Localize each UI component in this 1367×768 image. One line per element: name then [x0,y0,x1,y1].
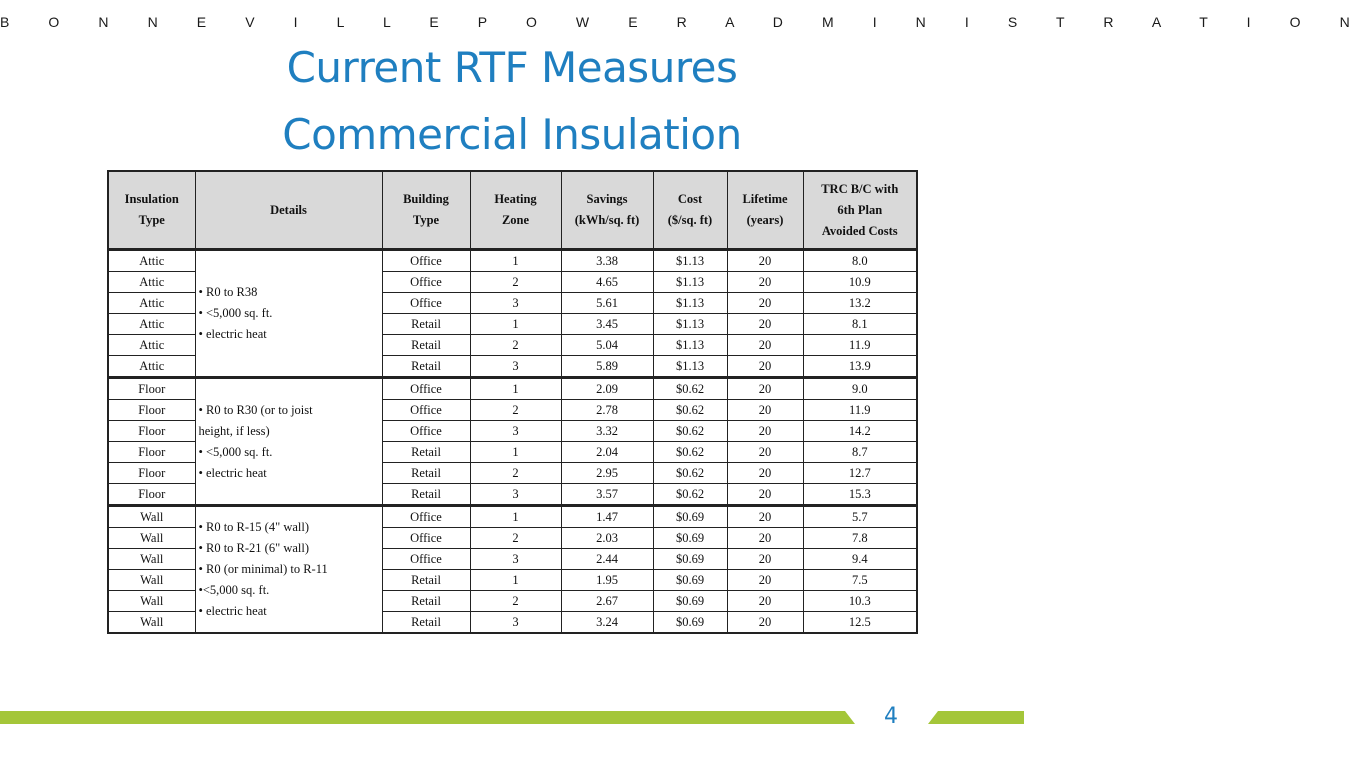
cell-insulation-type: Attic [108,293,195,314]
cell-trc: 12.7 [803,463,917,484]
cell-building-type: Retail [382,612,470,634]
cell-heating-zone: 3 [470,612,561,634]
cell-savings: 1.47 [561,506,653,528]
cell-cost: $0.69 [653,506,727,528]
cell-lifetime: 20 [727,484,803,506]
cell-lifetime: 20 [727,549,803,570]
cell-trc: 13.2 [803,293,917,314]
cell-insulation-type: Wall [108,591,195,612]
details-line: • R0 to R-21 (6" wall) [198,541,310,555]
footer-accent-bar-right [928,711,1024,724]
cell-cost: $0.69 [653,528,727,549]
cell-trc: 11.9 [803,335,917,356]
cell-heating-zone: 2 [470,335,561,356]
cell-lifetime: 20 [727,378,803,400]
cell-building-type: Retail [382,314,470,335]
cell-lifetime: 20 [727,293,803,314]
cell-savings: 2.04 [561,442,653,463]
cell-cost: $1.13 [653,293,727,314]
cell-insulation-type: Floor [108,400,195,421]
cell-trc: 9.0 [803,378,917,400]
details-line: • R0 (or minimal) to R-11 [198,562,328,576]
cell-insulation-type: Wall [108,506,195,528]
cell-details [195,506,382,634]
details-line: • electric heat [198,465,267,480]
cell-insulation-type: Floor [108,421,195,442]
cell-lifetime: 20 [727,463,803,484]
cell-building-type: Retail [382,570,470,591]
details-line: •<5,000 sq. ft. [198,583,270,597]
cell-heating-zone: 3 [470,293,561,314]
cell-trc: 12.5 [803,612,917,634]
col-details: Details [195,171,382,250]
cell-insulation-type: Attic [108,250,195,272]
cell-insulation-type: Floor [108,442,195,463]
table-row [108,378,917,400]
footer-accent-bar-left [0,711,855,724]
cell-trc: 11.9 [803,400,917,421]
cell-heating-zone: 1 [470,250,561,272]
cell-savings: 5.61 [561,293,653,314]
cell-heating-zone: 3 [470,549,561,570]
cell-cost: $0.69 [653,549,727,570]
details-line: • <5,000 sq. ft. [198,444,273,459]
cell-savings: 5.04 [561,335,653,356]
cell-heating-zone: 1 [470,314,561,335]
cell-insulation-type: Floor [108,484,195,506]
cell-building-type: Office [382,378,470,400]
cell-lifetime: 20 [727,250,803,272]
cell-building-type: Office [382,549,470,570]
cell-savings: 2.67 [561,591,653,612]
cell-insulation-type: Attic [108,314,195,335]
cell-insulation-type: Wall [108,570,195,591]
cell-cost: $1.13 [653,250,727,272]
cell-insulation-type: Floor [108,463,195,484]
details-line: • R0 to R30 (or to joist [198,402,313,417]
cell-building-type: Office [382,506,470,528]
cell-savings: 2.44 [561,549,653,570]
brand-header: B O N N E V I L L E P O W E R A D M I N I S T R A T I O N [0,14,1367,30]
cell-lifetime: 20 [727,528,803,549]
cell-lifetime: 20 [727,400,803,421]
cell-trc: 8.7 [803,442,917,463]
cell-details [195,378,382,506]
cell-savings: 2.78 [561,400,653,421]
cell-savings: 1.95 [561,570,653,591]
cell-insulation-type: Attic [108,335,195,356]
cell-cost: $1.13 [653,272,727,293]
cell-lifetime: 20 [727,570,803,591]
cell-insulation-type: Attic [108,272,195,293]
cell-trc: 5.7 [803,506,917,528]
details-line: • electric heat [198,604,267,618]
cell-cost: $0.69 [653,570,727,591]
details-line: • <5,000 sq. ft. [198,306,273,320]
col-lifetime: Lifetime (years) [727,171,803,250]
cell-savings: 2.95 [561,463,653,484]
cell-cost: $0.69 [653,612,727,634]
cell-savings: 2.09 [561,378,653,400]
cell-savings: 3.57 [561,484,653,506]
col-trc: TRC B/C with 6th Plan Avoided Costs [803,171,917,250]
cell-heating-zone: 2 [470,463,561,484]
cell-trc: 15.3 [803,484,917,506]
cell-cost: $0.69 [653,591,727,612]
cell-building-type: Retail [382,335,470,356]
cell-building-type: Office [382,400,470,421]
cell-building-type: Office [382,272,470,293]
cell-trc: 8.1 [803,314,917,335]
cell-cost: $0.62 [653,378,727,400]
cell-lifetime: 20 [727,442,803,463]
cell-building-type: Retail [382,484,470,506]
cell-building-type: Retail [382,356,470,378]
col-cost: Cost ($/sq. ft) [653,171,727,250]
cell-cost: $0.62 [653,421,727,442]
cell-cost: $0.62 [653,442,727,463]
col-savings: Savings (kWh/sq. ft) [561,171,653,250]
cell-building-type: Office [382,528,470,549]
cell-trc: 10.3 [803,591,917,612]
cell-trc: 7.8 [803,528,917,549]
cell-cost: $0.62 [653,400,727,421]
cell-heating-zone: 2 [470,591,561,612]
cell-heating-zone: 3 [470,484,561,506]
cell-insulation-type: Attic [108,356,195,378]
cell-lifetime: 20 [727,335,803,356]
cell-heating-zone: 2 [470,400,561,421]
cell-heating-zone: 2 [470,528,561,549]
details-line: height, if less) [198,423,270,438]
cell-trc: 9.4 [803,549,917,570]
col-insulation-type: Insulation Type [108,171,195,250]
cell-trc: 14.2 [803,421,917,442]
cell-building-type: Office [382,421,470,442]
cell-insulation-type: Wall [108,549,195,570]
cell-lifetime: 20 [727,591,803,612]
cell-heating-zone: 1 [470,378,561,400]
cell-savings: 5.89 [561,356,653,378]
page-title-line-1: Current RTF Measures [286,43,738,92]
cell-insulation-type: Wall [108,612,195,634]
cell-building-type: Retail [382,463,470,484]
cell-insulation-type: Floor [108,378,195,400]
details-line: • electric heat [198,327,267,341]
cell-savings: 4.65 [561,272,653,293]
cell-cost: $1.13 [653,356,727,378]
cell-heating-zone: 2 [470,272,561,293]
cell-building-type: Office [382,250,470,272]
cell-trc: 10.9 [803,272,917,293]
cell-cost: $1.13 [653,335,727,356]
cell-savings: 3.24 [561,612,653,634]
cell-cost: $0.62 [653,463,727,484]
cell-lifetime: 20 [727,272,803,293]
cell-building-type: Retail [382,591,470,612]
details-line: • R0 to R38 [198,285,258,299]
cell-lifetime: 20 [727,421,803,442]
cell-insulation-type: Wall [108,528,195,549]
cell-heating-zone: 3 [470,356,561,378]
cell-trc: 7.5 [803,570,917,591]
cell-savings: 2.03 [561,528,653,549]
cell-building-type: Office [382,293,470,314]
cell-lifetime: 20 [727,314,803,335]
cell-details [195,250,382,378]
page-title-line-2: Commercial Insulation [282,110,742,159]
details-line: • R0 to R-15 (4" wall) [198,520,310,534]
table-body [108,250,917,634]
cell-heating-zone: 1 [470,506,561,528]
cell-cost: $0.62 [653,484,727,506]
col-heating-zone: Heating Zone [470,171,561,250]
cell-cost: $1.13 [653,314,727,335]
cell-heating-zone: 1 [470,570,561,591]
col-building-type: Building Type [382,171,470,250]
cell-building-type: Retail [382,442,470,463]
cell-savings: 3.32 [561,421,653,442]
cell-lifetime: 20 [727,506,803,528]
cell-heating-zone: 1 [470,442,561,463]
cell-trc: 8.0 [803,250,917,272]
table-row [108,506,917,528]
table-row [108,250,917,272]
cell-lifetime: 20 [727,356,803,378]
cell-trc: 13.9 [803,356,917,378]
cell-savings: 3.45 [561,314,653,335]
cell-heating-zone: 3 [470,421,561,442]
cell-lifetime: 20 [727,612,803,634]
page-number: 4 [884,704,898,729]
cell-savings: 3.38 [561,250,653,272]
table-header [108,171,917,250]
measures-table [107,170,918,634]
